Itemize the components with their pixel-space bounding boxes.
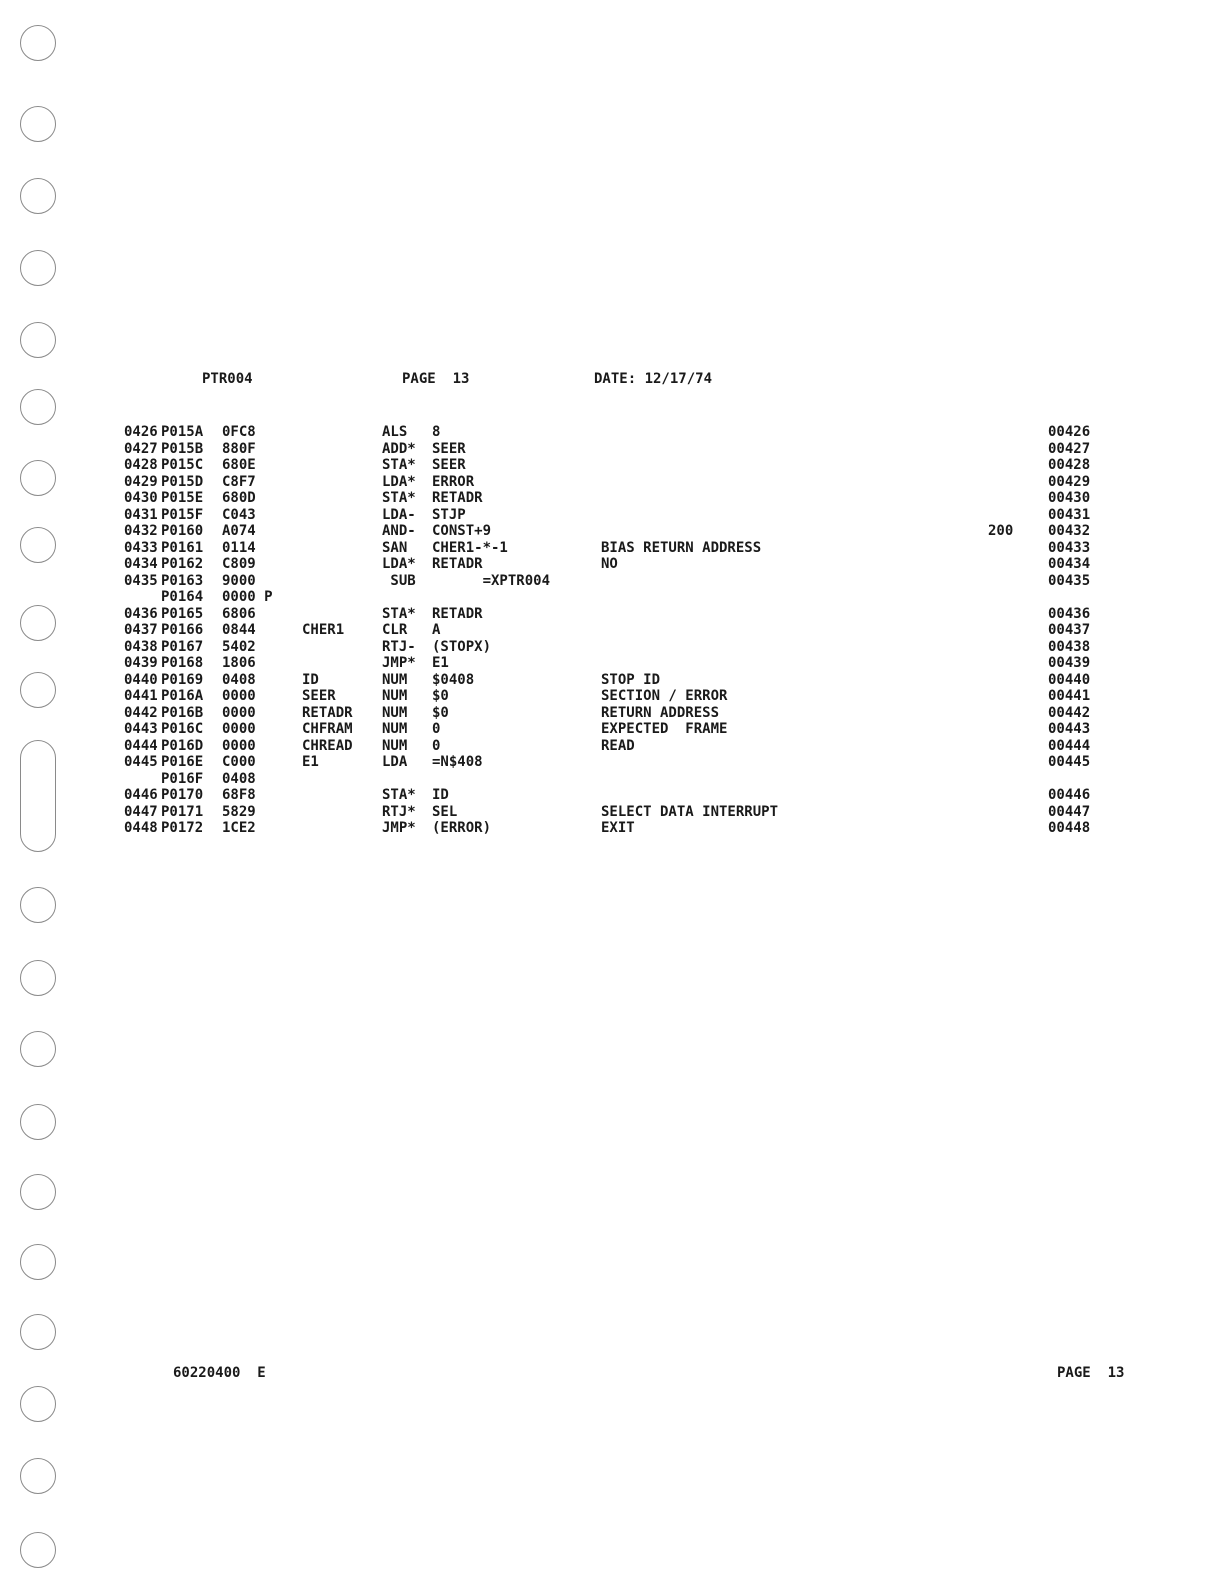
listing-comment: EXIT xyxy=(601,820,635,836)
listing-object-code: 0FC8 xyxy=(222,424,256,440)
listing-operand: =N$408 xyxy=(432,754,483,770)
feed-hole-icon xyxy=(20,1031,56,1067)
listing-opcode: LDA- xyxy=(382,506,416,523)
listing-address: P016B xyxy=(161,704,204,721)
listing-opcode: JMP* xyxy=(382,820,416,836)
listing-row xyxy=(0,705,1224,722)
listing-object-code: 1806 xyxy=(222,655,256,671)
listing-row xyxy=(0,622,1224,639)
listing-operand: RETADR xyxy=(432,490,483,506)
listing-sequence-number: 00433 xyxy=(1048,539,1091,556)
listing-line-number: 0435 xyxy=(124,572,158,589)
listing-object-code: 68F8 xyxy=(222,787,256,803)
listing-object-code: C809 xyxy=(222,556,256,572)
listing-object-code: C043 xyxy=(222,506,256,523)
listing-opcode: NUM xyxy=(382,671,408,688)
listing-object-code: 0000 xyxy=(222,721,256,737)
listing-sequence-number: 00430 xyxy=(1048,490,1091,506)
listing-row xyxy=(0,655,1224,672)
listing-line-number: 0427 xyxy=(124,440,158,457)
listing-extra-field: 200 xyxy=(988,523,1014,539)
listing-row xyxy=(0,787,1224,804)
listing-sequence-number: 00446 xyxy=(1048,787,1091,803)
listing-row xyxy=(0,474,1224,491)
listing-address: P015C xyxy=(161,457,204,473)
listing-operand: RETADR xyxy=(432,605,483,622)
listing-opcode: LDA* xyxy=(382,556,416,572)
listing-operand: STJP xyxy=(432,506,466,523)
listing-opcode: NUM xyxy=(382,704,408,721)
listing-row xyxy=(0,754,1224,771)
listing-operand: A xyxy=(432,622,441,638)
listing-line-number: 0431 xyxy=(124,506,158,523)
listing-address: P0168 xyxy=(161,655,204,671)
listing-comment: SECTION / ERROR xyxy=(601,688,728,704)
listing-opcode: STA* xyxy=(382,457,416,473)
listing-address: P0166 xyxy=(161,622,204,638)
feed-hole-icon xyxy=(20,25,56,61)
listing-line-number: 0441 xyxy=(124,688,158,704)
listing-comment: NO xyxy=(601,556,618,572)
listing-sequence-number: 00441 xyxy=(1048,688,1091,704)
listing-operand: E1 xyxy=(432,655,449,671)
listing-object-code: C8F7 xyxy=(222,473,256,490)
listing-address: P016C xyxy=(161,721,204,737)
feed-hole-icon xyxy=(20,960,56,996)
listing-address: P0169 xyxy=(161,671,204,688)
listing-opcode: AND- xyxy=(382,523,416,539)
feed-hole-icon xyxy=(20,1386,56,1422)
listing-object-code: 680D xyxy=(222,490,256,506)
listing-object-code: 0408 xyxy=(222,671,256,688)
feed-hole-icon xyxy=(20,250,56,286)
listing-line-number: 0442 xyxy=(124,704,158,721)
listing-row xyxy=(0,507,1224,524)
listing-address: P015B xyxy=(161,440,204,457)
assembly-listing xyxy=(0,424,1224,837)
listing-opcode: NUM xyxy=(382,737,408,754)
listing-address: P015E xyxy=(161,490,204,506)
listing-sequence-number: 00443 xyxy=(1048,721,1091,737)
listing-opcode: RTJ* xyxy=(382,803,416,820)
page-header xyxy=(0,371,1224,391)
feed-hole-icon xyxy=(20,1104,56,1140)
listing-row xyxy=(0,820,1224,837)
listing-row xyxy=(0,589,1224,606)
listing-operand: SEER xyxy=(432,440,466,457)
listing-row xyxy=(0,540,1224,557)
listing-operand: ERROR xyxy=(432,473,475,490)
feed-hole-icon xyxy=(20,322,56,358)
listing-address: P0162 xyxy=(161,556,204,572)
listing-sequence-number: 00434 xyxy=(1048,556,1091,572)
listing-sequence-number: 00435 xyxy=(1048,572,1091,589)
listing-label: CHFRAM xyxy=(302,721,353,737)
listing-opcode: STA* xyxy=(382,605,416,622)
feed-hole-icon xyxy=(20,1458,56,1494)
listing-comment: READ xyxy=(601,737,635,754)
listing-line-number: 0434 xyxy=(124,556,158,572)
listing-address: P015D xyxy=(161,473,204,490)
listing-object-code: 5829 xyxy=(222,803,256,820)
listing-address: P015F xyxy=(161,506,204,523)
listing-object-code: 0000 P xyxy=(222,589,273,605)
listing-line-number: 0438 xyxy=(124,638,158,655)
listing-sequence-number: 00427 xyxy=(1048,440,1091,457)
header-date: DATE: 12/17/74 xyxy=(594,371,713,387)
listing-opcode: STA* xyxy=(382,490,416,506)
listing-row xyxy=(0,490,1224,507)
listing-sequence-number: 00448 xyxy=(1048,820,1091,836)
header-page-number: PAGE 13 xyxy=(402,371,470,387)
feed-hole-icon xyxy=(20,887,56,923)
listing-opcode: CLR xyxy=(382,622,408,638)
listing-sequence-number: 00447 xyxy=(1048,803,1091,820)
listing-line-number: 0446 xyxy=(124,787,158,803)
program-name: PTR004 xyxy=(202,371,253,387)
listing-line-number: 0426 xyxy=(124,424,158,440)
feed-hole-icon xyxy=(20,106,56,142)
listing-operand: $0408 xyxy=(432,671,475,688)
listing-address: P0164 xyxy=(161,589,204,605)
listing-label: RETADR xyxy=(302,704,353,721)
listing-row xyxy=(0,606,1224,623)
listing-object-code: 0408 xyxy=(222,770,256,787)
listing-opcode: SAN xyxy=(382,539,408,556)
listing-object-code: 9000 xyxy=(222,572,256,589)
listing-operand: SEER xyxy=(432,457,466,473)
listing-opcode: JMP* xyxy=(382,655,416,671)
listing-row xyxy=(0,721,1224,738)
listing-sequence-number: 00442 xyxy=(1048,704,1091,721)
listing-operand: $0 xyxy=(432,688,449,704)
feed-hole-icon xyxy=(20,1314,56,1350)
listing-line-number: 0445 xyxy=(124,754,158,770)
listing-operand: ID xyxy=(432,787,449,803)
listing-object-code: 1CE2 xyxy=(222,820,256,836)
feed-hole-icon xyxy=(20,178,56,214)
listing-opcode: RTJ- xyxy=(382,638,416,655)
listing-address: P016F xyxy=(161,770,204,787)
document-number: 60220400 E xyxy=(173,1365,266,1381)
listing-address: P016E xyxy=(161,754,204,770)
listing-operand: CHER1-*-1 xyxy=(432,539,508,556)
listing-operand: 0 xyxy=(432,737,441,754)
feed-hole-icon xyxy=(20,389,56,425)
listing-operand: $0 xyxy=(432,704,449,721)
listing-line-number: 0440 xyxy=(124,671,158,688)
listing-line-number: 0433 xyxy=(124,539,158,556)
listing-object-code: 0114 xyxy=(222,539,256,556)
feed-hole-icon xyxy=(20,1244,56,1280)
listing-opcode: SUB xyxy=(382,572,416,589)
listing-row xyxy=(0,771,1224,788)
page-footer xyxy=(0,1365,1224,1385)
listing-object-code: 680E xyxy=(222,457,256,473)
listing-opcode: NUM xyxy=(382,688,408,704)
listing-object-code: 880F xyxy=(222,440,256,457)
listing-opcode: NUM xyxy=(382,721,408,737)
listing-address: P0172 xyxy=(161,820,204,836)
listing-sequence-number: 00437 xyxy=(1048,622,1091,638)
listing-row xyxy=(0,688,1224,705)
listing-line-number: 0439 xyxy=(124,655,158,671)
listing-sequence-number: 00436 xyxy=(1048,605,1091,622)
listing-object-code: 0000 xyxy=(222,704,256,721)
listing-operand: RETADR xyxy=(432,556,483,572)
listing-row xyxy=(0,738,1224,755)
listing-address: P0165 xyxy=(161,605,204,622)
listing-sequence-number: 00440 xyxy=(1048,671,1091,688)
listing-object-code: A074 xyxy=(222,523,256,539)
listing-opcode: ALS xyxy=(382,424,408,440)
listing-line-number: 0436 xyxy=(124,605,158,622)
listing-address: P0160 xyxy=(161,523,204,539)
listing-object-code: 6806 xyxy=(222,605,256,622)
listing-row xyxy=(0,457,1224,474)
listing-comment: EXPECTED FRAME xyxy=(601,721,728,737)
listing-line-number: 0429 xyxy=(124,473,158,490)
listing-sequence-number: 00438 xyxy=(1048,638,1091,655)
listing-opcode: LDA* xyxy=(382,473,416,490)
listing-label: SEER xyxy=(302,688,336,704)
listing-operand: =XPTR004 xyxy=(432,572,551,589)
listing-row xyxy=(0,424,1224,441)
listing-operand: 8 xyxy=(432,424,441,440)
listing-sequence-number: 00429 xyxy=(1048,473,1091,490)
listing-object-code: 5402 xyxy=(222,638,256,655)
listing-opcode: LDA xyxy=(382,754,408,770)
listing-address: P0170 xyxy=(161,787,204,803)
listing-address: P016D xyxy=(161,737,204,754)
listing-label: CHREAD xyxy=(302,737,353,754)
listing-line-number: 0437 xyxy=(124,622,158,638)
listing-line-number: 0432 xyxy=(124,523,158,539)
listing-line-number: 0447 xyxy=(124,803,158,820)
listing-row xyxy=(0,523,1224,540)
listing-sequence-number: 00431 xyxy=(1048,506,1091,523)
listing-object-code: C000 xyxy=(222,754,256,770)
listing-row xyxy=(0,556,1224,573)
footer-page-number: PAGE 13 xyxy=(1057,1365,1125,1381)
listing-operand: SEL xyxy=(432,803,458,820)
listing-address: P016A xyxy=(161,688,204,704)
listing-operand: (STOPX) xyxy=(432,638,492,655)
listing-address: P0167 xyxy=(161,638,204,655)
listing-line-number: 0443 xyxy=(124,721,158,737)
listing-row xyxy=(0,639,1224,656)
listing-address: P0171 xyxy=(161,803,204,820)
listing-opcode: STA* xyxy=(382,787,416,803)
listing-operand: (ERROR) xyxy=(432,820,492,836)
listing-comment: STOP ID xyxy=(601,671,661,688)
listing-sequence-number: 00428 xyxy=(1048,457,1091,473)
listing-operand: 0 xyxy=(432,721,441,737)
listing-line-number: 0430 xyxy=(124,490,158,506)
listing-sequence-number: 00426 xyxy=(1048,424,1091,440)
listing-label: CHER1 xyxy=(302,622,345,638)
listing-comment: RETURN ADDRESS xyxy=(601,704,720,721)
listing-operand: CONST+9 xyxy=(432,523,492,539)
listing-address: P0161 xyxy=(161,539,204,556)
listing-sequence-number: 00445 xyxy=(1048,754,1091,770)
listing-row xyxy=(0,573,1224,590)
listing-comment: SELECT DATA INTERRUPT xyxy=(601,803,779,820)
listing-sequence-number: 00444 xyxy=(1048,737,1091,754)
listing-address: P015A xyxy=(161,424,204,440)
feed-hole-icon xyxy=(20,1174,56,1210)
feed-hole-icon xyxy=(20,1532,56,1568)
listing-line-number: 0444 xyxy=(124,737,158,754)
listing-row xyxy=(0,672,1224,689)
listing-row xyxy=(0,441,1224,458)
listing-object-code: 0000 xyxy=(222,688,256,704)
listing-label: E1 xyxy=(302,754,319,770)
listing-object-code: 0844 xyxy=(222,622,256,638)
listing-object-code: 0000 xyxy=(222,737,256,754)
listing-opcode: ADD* xyxy=(382,440,416,457)
listing-line-number: 0428 xyxy=(124,457,158,473)
listing-comment: BIAS RETURN ADDRESS xyxy=(601,539,762,556)
listing-line-number: 0448 xyxy=(124,820,158,836)
listing-address: P0163 xyxy=(161,572,204,589)
listing-row xyxy=(0,804,1224,821)
listing-sequence-number: 00439 xyxy=(1048,655,1091,671)
listing-sequence-number: 00432 xyxy=(1048,523,1091,539)
listing-label: ID xyxy=(302,671,319,688)
